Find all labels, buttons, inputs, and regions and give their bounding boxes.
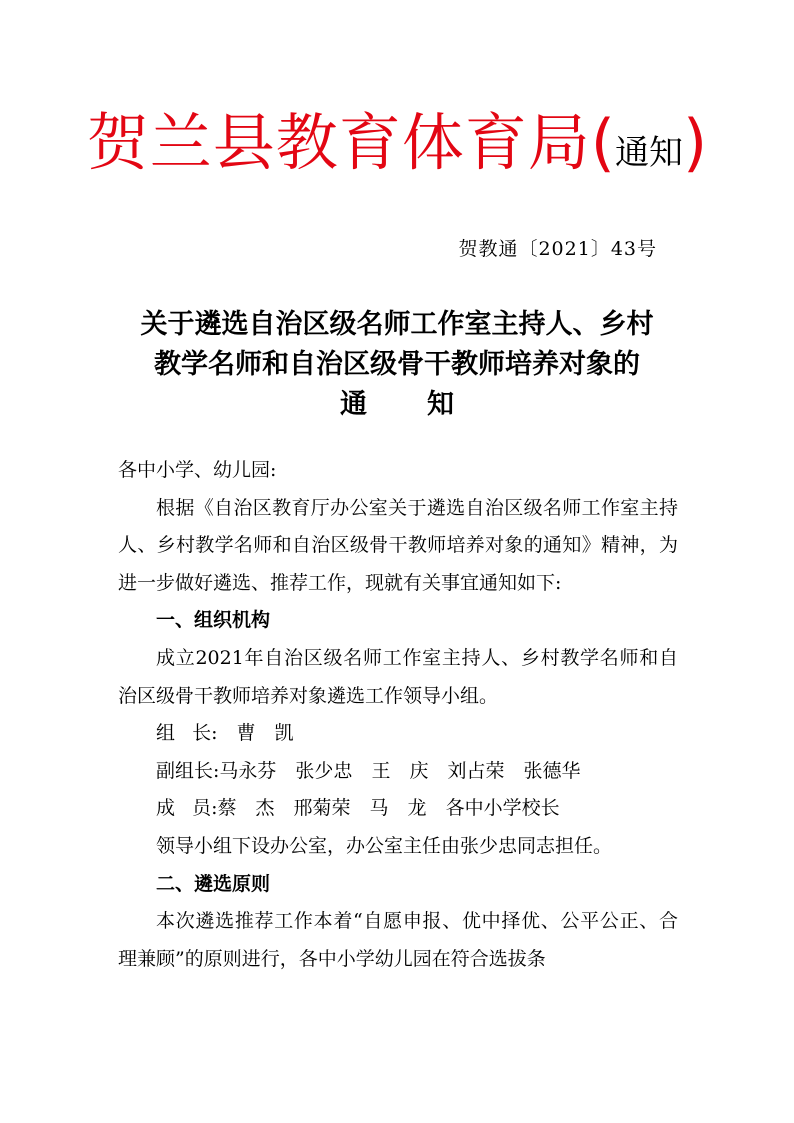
members-row	[118, 790, 678, 828]
deputy-name: 马永芬	[219, 759, 277, 782]
title-line-2: 教学名师和自治区级骨干教师培养对象的	[154, 349, 640, 380]
title-line-1: 关于遴选自治区级名师工作室主持人、乡村	[140, 309, 654, 340]
leader-row	[118, 715, 678, 753]
members-role-b: 员:	[192, 797, 218, 820]
title-line-3: 通知	[340, 389, 514, 420]
section-1-paragraph: 成立2021年自治区级名师工作室主持人、乡村教学名师和自治区级骨干教师培养对象遴选工作领导小组。	[118, 646, 678, 707]
leader-role-b: 长:	[192, 722, 218, 745]
member-name: 各中小学校长	[445, 797, 560, 820]
leader-role-a: 组	[156, 722, 176, 745]
member-name: 马 龙	[369, 797, 427, 820]
close-paren: )	[683, 106, 708, 179]
deputy-name: 刘占荣	[447, 759, 505, 782]
deputy-name: 张德华	[523, 759, 581, 782]
leader-name-a: 曹	[236, 722, 256, 745]
members-role-a: 成	[156, 797, 176, 820]
deputy-name: 王 庆	[371, 759, 429, 782]
document-title	[100, 305, 694, 425]
section-1-heading: 一、组织机构	[156, 609, 271, 632]
member-name: 邢菊荣	[293, 797, 351, 820]
office-note: 领导小组下设办公室，办公室主任由张少忠同志担任。	[156, 834, 613, 857]
deputy-role: 副组长:	[156, 759, 220, 782]
salutation: 各中小学、幼儿园:	[118, 459, 277, 481]
intro-paragraph: 根据《自治区教育厅办公室关于遴选自治区级名师工作室主持人、乡村教学名师和自治区级骨干教师培养对象的通知》精神，为进一步做好遴选、推荐工作，现就有关事宜通知如下:	[118, 496, 678, 594]
section-2-heading: 二、遴选原则	[156, 872, 271, 895]
masthead	[0, 106, 794, 179]
document-number: 贺教通〔2021〕43号	[458, 238, 657, 260]
document-body	[118, 452, 678, 978]
doc-type: 通知	[615, 133, 683, 173]
section-2-paragraph: 本次遴选推荐工作本着“自愿申报、优中择优、公平公正、合理兼顾”的原则进行，各中小学幼儿园在符合选拔条	[118, 910, 678, 970]
leader-name-b: 凯	[274, 722, 294, 745]
member-name: 蔡 杰	[217, 797, 275, 820]
agency-name: 贺兰县教育体育局	[86, 106, 591, 179]
open-paren: (	[590, 106, 615, 179]
deputy-row	[118, 753, 678, 791]
deputy-name: 张少忠	[295, 759, 353, 782]
